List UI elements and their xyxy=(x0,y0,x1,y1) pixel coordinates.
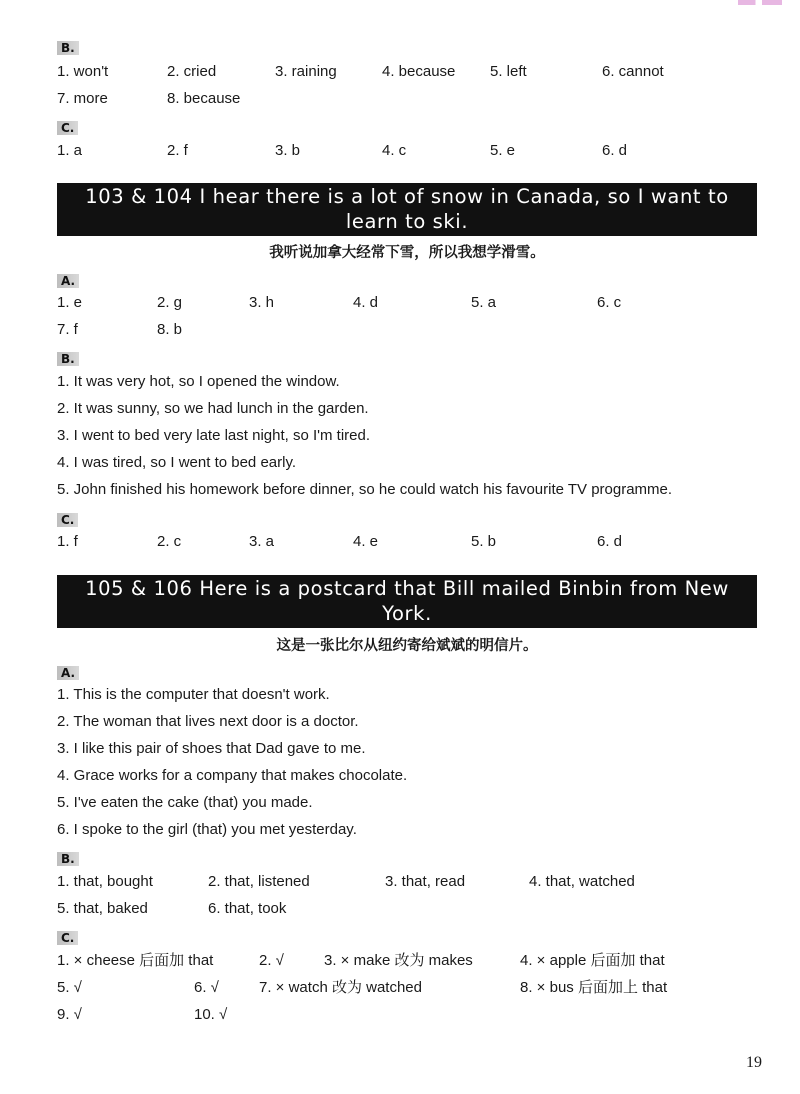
answer-item: 8. because xyxy=(167,90,241,107)
answer-sentence: 2. It was sunny, so we had lunch in the garden. xyxy=(57,400,369,417)
answer-item: 3. b xyxy=(275,142,301,159)
answer-item: 8. b xyxy=(157,321,183,338)
answer-item: 2. √ xyxy=(259,952,284,969)
answer-item: 4. e xyxy=(353,533,379,550)
answer-item: 6. d xyxy=(602,142,628,159)
unit-subtitle: 这是一张比尔从纽约寄给斌斌的明信片。 xyxy=(276,638,538,654)
answer-item: 1. × cheese 后面加 that xyxy=(57,952,214,969)
unit-title-banner: 105 & 106 Here is a postcard that Bill mailed Binbin from New York. xyxy=(57,575,757,628)
section-label-c: C. xyxy=(57,121,78,135)
answer-sentence: 3. I went to bed very late last night, so I'm tired. xyxy=(57,427,371,444)
section-label-c: C. xyxy=(57,513,78,527)
section-label-a: A. xyxy=(57,666,79,680)
corner-decoration xyxy=(738,0,782,5)
answer-item: 1. a xyxy=(57,142,83,159)
answer-sentence: 2. The woman that lives next door is a doctor. xyxy=(57,713,359,730)
answer-item: 3. × make 改为 makes xyxy=(324,952,473,969)
answer-item: 5. e xyxy=(490,142,516,159)
answer-item: 7. × watch 改为 watched xyxy=(259,979,422,996)
answer-item: 5. a xyxy=(471,294,497,311)
answer-item: 4. d xyxy=(353,294,379,311)
answer-item: 5. left xyxy=(490,63,527,80)
answer-item: 2. cried xyxy=(167,63,217,80)
unit-subtitle: 我听说加拿大经常下雪，所以我想学滑雪。 xyxy=(269,245,545,261)
answer-item: 1. won't xyxy=(57,63,109,80)
answer-item: 2. g xyxy=(157,294,183,311)
answer-sentence: 1. This is the computer that doesn't work. xyxy=(57,686,330,703)
answer-item: 2. c xyxy=(157,533,182,550)
section-label-a: A. xyxy=(57,274,79,288)
answer-item: 6. √ xyxy=(194,979,219,996)
answer-item: 6. that, took xyxy=(208,900,287,917)
answer-item: 5. √ xyxy=(57,979,82,996)
answer-item: 1. f xyxy=(57,533,78,550)
answer-item: 2. that, listened xyxy=(208,873,310,890)
answer-item: 3. h xyxy=(249,294,275,311)
answer-sentence: 1. It was very hot, so I opened the window. xyxy=(57,373,340,390)
answer-item: 3. a xyxy=(249,533,275,550)
answer-item: 4. c xyxy=(382,142,407,159)
section-label-c: C. xyxy=(57,931,78,945)
section-label-b: B. xyxy=(57,352,79,366)
answer-item: 7. more xyxy=(57,90,108,107)
answer-item: 4. × apple 后面加 that xyxy=(520,952,665,969)
answer-item: 1. e xyxy=(57,294,83,311)
answer-item: 5. that, baked xyxy=(57,900,148,917)
section-label-b: B. xyxy=(57,41,79,55)
answer-item: 5. b xyxy=(471,533,497,550)
answer-sentence: 6. I spoke to the girl (that) you met yesterday. xyxy=(57,821,357,838)
answer-item: 4. because xyxy=(382,63,456,80)
answer-sentence: 5. John finished his homework before dinner, so he could watch his favourite TV programme. xyxy=(57,481,673,498)
answer-item: 3. raining xyxy=(275,63,337,80)
answer-sentence: 4. Grace works for a company that makes chocolate. xyxy=(57,767,408,784)
answer-sentence: 5. I've eaten the cake (that) you made. xyxy=(57,794,313,811)
answer-item: 3. that, read xyxy=(385,873,466,890)
answer-item: 8. × bus 后面加上 that xyxy=(520,979,668,996)
page-number: 19 xyxy=(746,1054,762,1071)
answer-sentence: 4. I was tired, so I went to bed early. xyxy=(57,454,297,471)
answer-item: 7. f xyxy=(57,321,78,338)
answer-item: 2. f xyxy=(167,142,188,159)
answer-item: 1. that, bought xyxy=(57,873,153,890)
answer-item: 6. cannot xyxy=(602,63,664,80)
unit-title-banner: 103 & 104 I hear there is a lot of snow in Canada, so I want to learn to ski. xyxy=(57,183,757,236)
answer-item: 4. that, watched xyxy=(529,873,635,890)
answer-sentence: 3. I like this pair of shoes that Dad gave to me. xyxy=(57,740,366,757)
section-label-b: B. xyxy=(57,852,79,866)
answer-item: 6. c xyxy=(597,294,622,311)
answer-item: 10. √ xyxy=(194,1006,228,1023)
answer-item: 6. d xyxy=(597,533,623,550)
answer-item: 9. √ xyxy=(57,1006,82,1023)
